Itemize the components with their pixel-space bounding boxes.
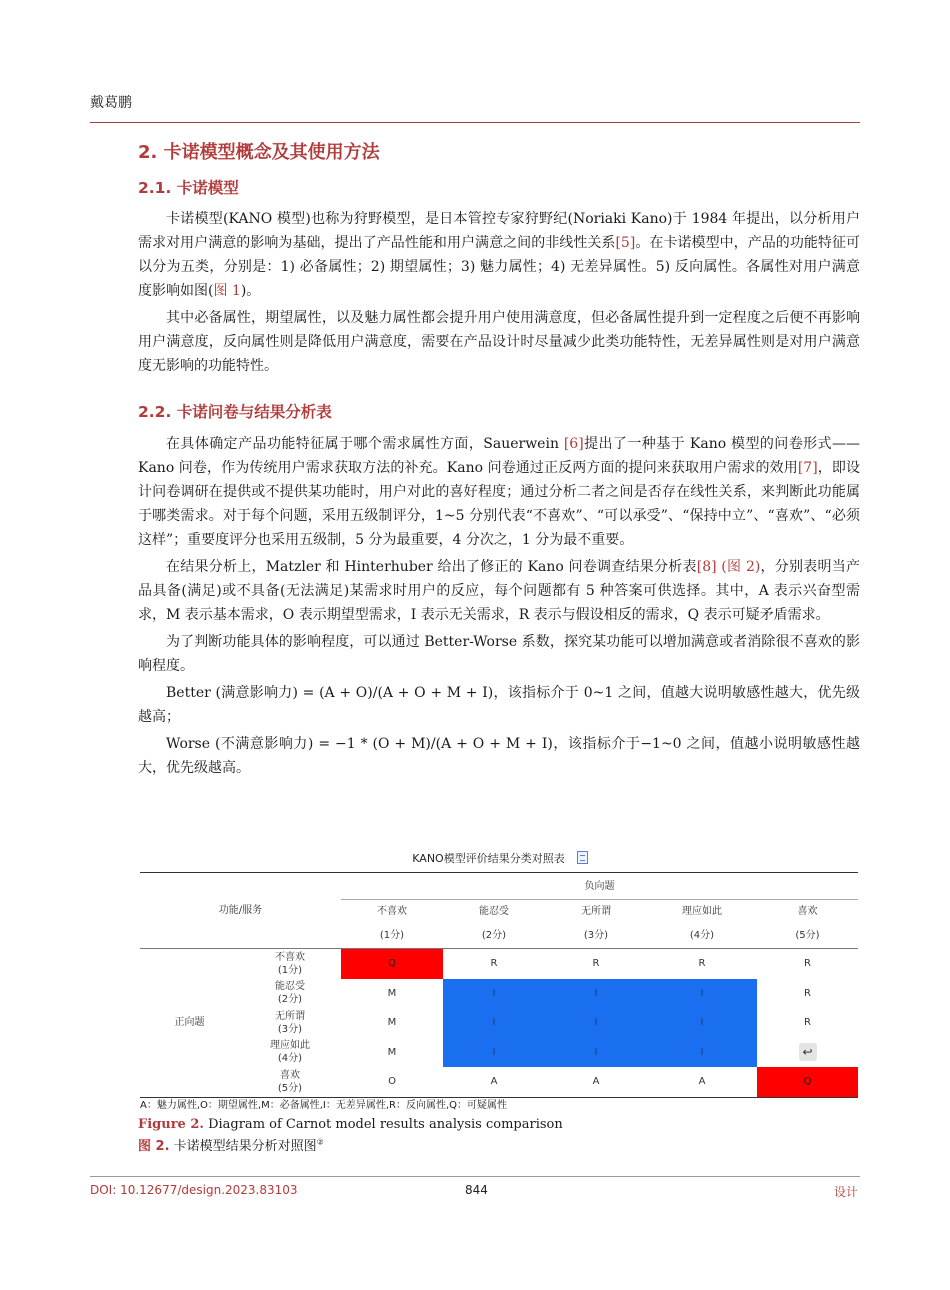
text: 卡诺模型(KANO 模型)也称为狩野模型，是日本管控专家狩野纪(Noriaki Kano)于 1984 年提出，以分析用户需求对用户满意的影响为基础，提出了产品性能和用户满意之间的非线性关系 — [138, 211, 860, 251]
cell-i: I — [545, 979, 647, 1009]
footer-rule — [90, 1176, 860, 1177]
col-header-score: (5分) — [757, 922, 858, 949]
text: 。在卡诺模型中，产品的功能特征可以分为五类，分别是：1) 必备属性；2) 期望属性；3) 魅力属性；4) 无差异属性。5) 反向属性。各属性对用户满意度影响如图( — [138, 235, 861, 299]
citation-link[interactable]: [8] — [696, 559, 717, 575]
cell-r: R — [698, 958, 706, 970]
positive-question-header: 正向题 — [140, 949, 239, 1098]
figure-caption-en — [138, 1117, 563, 1132]
table-title-text: KANO模型评价结果分类对照表 — [412, 852, 565, 865]
paragraph — [138, 432, 860, 552]
figure-link[interactable]: 图 1 — [213, 283, 241, 299]
cell-a: A — [647, 1067, 757, 1097]
cell-r: R — [490, 958, 498, 970]
section-title: 2. 卡诺模型概念及其使用方法 — [138, 142, 380, 163]
undo-icon[interactable]: ↩ — [799, 1043, 817, 1061]
paragraph — [138, 555, 860, 627]
cell-i: I — [443, 979, 545, 1009]
row-header-name: 不喜欢 — [275, 951, 305, 963]
cell-o: O — [341, 1067, 443, 1097]
cell-r: R — [804, 958, 811, 970]
col-header-score: (3分) — [545, 922, 647, 949]
cell-i: I — [647, 979, 757, 1009]
header-rule — [90, 122, 860, 123]
row-header-score: (1分) — [277, 964, 303, 976]
col-header-name: 喜欢 — [797, 905, 818, 917]
caption-footnote-mark: ② — [316, 1137, 324, 1147]
document-icon[interactable] — [577, 851, 588, 864]
cell-m: M — [387, 1046, 397, 1058]
cell-i: I — [443, 1038, 545, 1068]
text: )。 — [240, 283, 261, 299]
caption-label: 图 2. — [138, 1139, 170, 1154]
subsection-title-2-2: 2.2. 卡诺问卷与结果分析表 — [138, 403, 332, 421]
paragraph: Better (满意影响力) = (A + O)/(A + O + M + I)，该指标介于 0~1 之间，值越大说明敏感性越大，优先级越高； — [138, 685, 860, 725]
col-header-name: 能忍受 — [479, 905, 509, 917]
cell-i: I — [647, 1008, 757, 1038]
table-legend: A：魅力属性,O：期望属性,M：必备属性,I：无差异属性,R：反向属性,Q：可疑属性 — [140, 1100, 508, 1111]
section-2-1-body — [138, 207, 860, 378]
caption-text: Diagram of Carnot model results analysis comparison — [203, 1117, 563, 1132]
col-header-name: 理应如此 — [682, 905, 722, 917]
row-header — [239, 1008, 341, 1038]
figure-caption-zh — [138, 1135, 324, 1154]
col-header-score: (4分) — [647, 922, 757, 949]
paragraph: 其中必备属性，期望属性，以及魅力属性都会提升用户使用满意度，但必备属性提升到一定程度之后便不再影响用户满意度，反向属性则是降低用户满意度，需要在产品设计时尽量减少此类功能特性，无差异属性则是对用户满意度无影响的功能特性。 — [138, 310, 860, 374]
text: 在具体确定产品功能特征属于哪个需求属性方面，Sauerwein — [166, 436, 564, 452]
col-header-name: 无所谓 — [581, 905, 611, 917]
cell-r: R — [592, 958, 600, 970]
subsection-title-2-1: 2.1. 卡诺模型 — [138, 179, 239, 197]
cell-r: R — [804, 1017, 811, 1029]
text: 提出了一种基于 Kano 模型的问卷形式——Kano 问卷，作为传统用户需求获取方法的补充。Kano 问卷通过正反两方面的提问来获取用户需求的效用 — [138, 436, 860, 476]
citation-link[interactable]: [5] — [615, 235, 636, 251]
text: ，即设计问卷调研在提供或不提供某功能时，用户对此的喜好程度；通过分析二者之间是否存在线性关系，来判断此功能属于哪类需求。对于每个问题，采用五级制评分，1~5 分别代表“不喜欢”、“可以承受”、“保持中立”、“喜欢”、“必须这样”；重要度评分也采用五级制，5 分为最重要，4 分次之，1 分为最不重要。 — [138, 460, 860, 548]
row-header — [239, 979, 341, 1009]
citation-link[interactable]: [7] — [797, 460, 818, 476]
footer-page-number: 844 — [465, 1183, 488, 1197]
figure-link[interactable]: (图 2) — [721, 559, 761, 575]
undo-cell — [757, 1038, 858, 1068]
paragraph — [138, 207, 860, 303]
caption-text: 卡诺模型结果分析对照图 — [169, 1139, 317, 1154]
function-service-header: 功能/服务 — [140, 873, 341, 949]
paragraph: Worse (不满意影响力) = −1 * (O + M)/(A + O + M + I)，该指标介于−1~0 之间，值越小说明敏感性越大，优先级越高。 — [138, 736, 860, 776]
figure-table-title — [140, 850, 860, 866]
citation-link[interactable]: [6] — [563, 436, 584, 452]
footer-journal[interactable]: 设计 — [833, 1185, 858, 1199]
row-header — [239, 949, 341, 979]
cell-a: A — [443, 1067, 545, 1097]
col-header-score: (2分) — [443, 922, 545, 949]
caption-label: Figure 2. — [138, 1117, 204, 1132]
cell-m: M — [387, 987, 397, 999]
negative-question-header: 负向题 — [341, 873, 858, 900]
row-header — [239, 1038, 341, 1068]
row-header-name: 理应如此 — [270, 1040, 310, 1052]
row-header-score: (3分) — [277, 1023, 303, 1035]
kano-table — [140, 872, 858, 1098]
cell-r: R — [804, 987, 811, 999]
cell-i: I — [545, 1038, 647, 1068]
col-header-score: (1分) — [341, 922, 443, 949]
cell-q: Q — [757, 1067, 858, 1097]
paragraph: 为了判断功能具体的影响程度，可以通过 Better-Worse 系数，探究某功能可以增加满意或者消除很不喜欢的影响程度。 — [138, 634, 860, 674]
row-header-score: (5分) — [277, 1082, 303, 1094]
row-header-name: 能忍受 — [275, 981, 305, 993]
text: 在结果分析上，Matzler 和 Hinterhuber 给出了修正的 Kano 问卷调查结果分析表 — [166, 559, 697, 575]
cell-a: A — [545, 1067, 647, 1097]
text: ，分别表明当产品具备(满足)或不具备(无法满足)某需求时用户的反应，每个问题都有 5 种答案可供选择。其中，A 表示兴奋型需求，M 表示基本需求，O 表示期望型需求，I 表示无关需求，R 表示与假设相反的需求，Q 表示可疑矛盾需求。 — [138, 559, 861, 623]
cell-i: I — [545, 1008, 647, 1038]
cell-i: I — [647, 1038, 757, 1068]
row-header-name: 无所谓 — [275, 1010, 305, 1022]
cell-q: Q — [341, 949, 443, 979]
row-header-score: (2分) — [277, 994, 303, 1006]
cell-m: M — [387, 1017, 397, 1029]
col-header-name: 不喜欢 — [377, 905, 407, 917]
header-author: 戴葛鹏 — [90, 95, 132, 111]
cell-i: I — [443, 1008, 545, 1038]
row-header-name: 喜欢 — [280, 1069, 300, 1081]
section-2-2-body — [138, 432, 860, 780]
footer-doi[interactable]: DOI: 10.12677/design.2023.83103 — [90, 1183, 298, 1197]
row-header — [239, 1067, 341, 1097]
row-header-score: (4分) — [277, 1053, 303, 1065]
